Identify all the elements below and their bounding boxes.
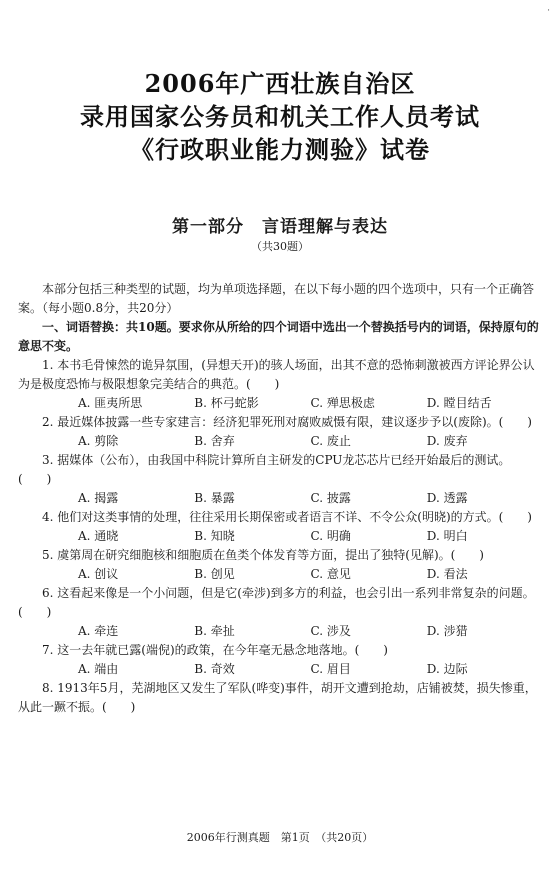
option-a: A. 匪夷所思	[78, 396, 143, 410]
option-b: B. 舍弃	[194, 434, 235, 448]
option-d: D. 废弃	[426, 434, 468, 448]
option-b: B. 创见	[194, 567, 235, 581]
title-line-1: 2006年广西壮族自治区	[144, 69, 416, 98]
question-7-stem: 7. 这一去年就已露(端倪)的政策，在今年毫无悬念地落地。( )	[42, 643, 388, 657]
option-b: B. 牵扯	[194, 624, 235, 638]
option-b: B. 知晓	[194, 529, 235, 543]
option-c: C. 废止	[310, 434, 351, 448]
option-a: A. 牵连	[78, 624, 119, 638]
option-b: B. 奇效	[194, 662, 235, 676]
question-2-stem: 2. 最近媒体披露一些专家建言：经济犯罪死刑对腐败威慑有限，建议逐步予以(废除)。( )	[42, 415, 532, 429]
option-c: C. 涉及	[310, 624, 351, 638]
option-d: D. 涉猎	[426, 624, 468, 638]
option-b: B. 暴露	[194, 491, 235, 505]
question-6-stem: 6. 这看起来像是一个小问题，但是它(牵涉)到多方的利益，也会引出一系列非常复杂的问题。( )	[18, 586, 535, 619]
question-5-stem: 5. 虞第周在研究细胞核和细胞质在鱼类个体发育等方面，提出了独特(见解)。( )	[42, 548, 484, 562]
option-c: C. 明确	[310, 529, 351, 543]
option-a: A. 创议	[78, 567, 119, 581]
question-2-options	[78, 432, 543, 451]
question-1-options	[78, 394, 543, 413]
part-heading: 第一部分 言语理解与表达	[172, 217, 388, 237]
title-line-2: 录用国家公务员和机关工作人员考试	[80, 102, 480, 131]
question-5-options	[78, 565, 543, 584]
question-1-stem: 1. 本书毛骨悚然的诡异氛围，(异想天开)的骇人场面，出其不意的恐怖刺激被西方评论界公认为是极度恐怖与极限想象完美结合的典范。( )	[18, 358, 535, 391]
title-line-3: 《行政职业能力测验》试卷	[130, 135, 430, 164]
section-heading: 一、词语替换：共10题。要求你从所给的四个词语中选出一个替换括号内的词语，保持原句的意思不变。	[18, 320, 539, 353]
option-b: B. 杯弓蛇影	[194, 396, 259, 410]
question-6-options	[78, 622, 543, 641]
option-d: D. 明白	[426, 529, 468, 543]
option-a: A. 端由	[78, 662, 119, 676]
option-d: D. 透露	[426, 491, 468, 505]
option-c: C. 披露	[310, 491, 351, 505]
option-a: A. 剪除	[78, 434, 119, 448]
intro-paragraph: 本部分包括三种类型的试题，均为单项选择题，在以下每小题的四个选项中，只有一个正确答案。（每小题0.8分，共20分）	[18, 282, 535, 315]
option-c: C. 眉目	[310, 662, 351, 676]
question-4-stem: 4. 他们对这类事情的处理，往往采用长期保密或者语言不详、不令公众(明晓)的方式。( )	[42, 510, 532, 524]
question-3-options	[78, 489, 543, 508]
option-c: C. 意见	[310, 567, 351, 581]
exam-body	[18, 280, 543, 717]
question-7-options	[78, 660, 543, 679]
option-d: D. 看法	[426, 567, 468, 581]
option-a: A. 揭露	[78, 491, 119, 505]
page-footer: 2006年行测真题 第1页 （共20页）	[186, 831, 374, 844]
part-question-count: （共30题）	[251, 240, 309, 253]
question-4-options	[78, 527, 543, 546]
option-d: D. 瞠目结舌	[426, 396, 492, 410]
question-8-stem: 8. 1913年5月，芜湖地区又发生了军队(哗变)事件，胡开文遭到抢劫，店铺被焚，损失惨重，从此一蹶不振。( )	[18, 681, 537, 714]
corner-mark: ·	[547, 6, 550, 16]
option-c: C. 殚思极虑	[310, 396, 375, 410]
option-d: D. 边际	[426, 662, 468, 676]
option-a: A. 通晓	[78, 529, 119, 543]
question-3-stem: 3. 据媒体（公布），由我国中科院计算所自主研发的CPU龙芯芯片已经开始最后的测试。( )	[18, 453, 511, 486]
